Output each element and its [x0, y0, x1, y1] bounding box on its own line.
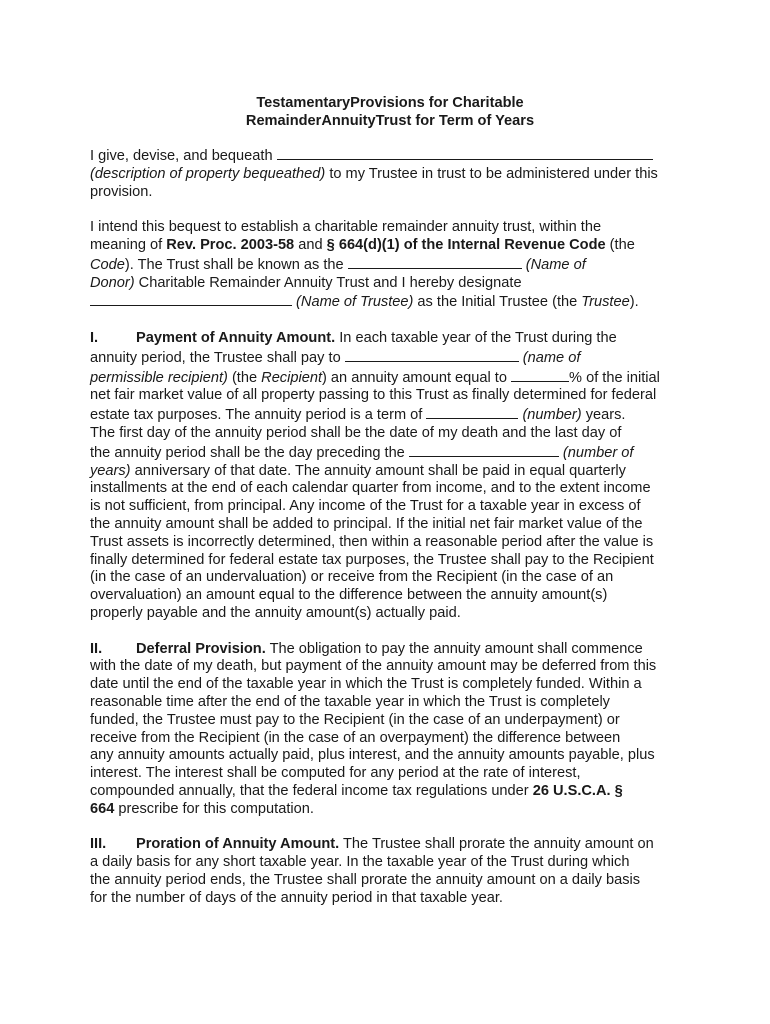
property-blank-field[interactable] — [277, 146, 653, 160]
bequest-paragraph: I give, devise, and bequeath (description of property bequeathed) to my Trustee in trust to be administered under this provision. — [90, 148, 658, 200]
trustee-name-blank-field[interactable] — [90, 292, 292, 306]
percentage-blank-field[interactable] — [511, 368, 569, 382]
section-payment-of-annuity: I. Payment of Annuity Amount. In each taxable year of the Trust during the annuity period, the Trustee shall pay to (name of permissible recipient) (the Recipient) an annuity amount equal to % of the initial net fair market value of all property passing to this Trust as finally determined for federal estate tax purposes. The annuity period is a term of (number) years. The first day of the annuity period shall be the date of my death and the last day of the annuity period shall be the day preceding the (number of years) anniversary of that date. The annuity amount shall be paid in equal quarterly installments at the end of each calendar quarter from income, and to the extent income is not sufficient, from principal. Any income of the Trust for a taxable year in excess of the annuity amount shall be added to principal. If the initial net fair market value of the Trust assets is incorrectly determined, then within a reasonable period after the value is finally determined for federal estate tax purposes, the Trustee shall pay to the Recipient (in the case of an undervaluation) or receive from the Recipient (in the case of an overvaluation) an amount equal to the difference between the annuity amount(s) properly payable and the annuity amount(s) actually paid. — [90, 329, 660, 621]
years-number-blank-field[interactable] — [409, 443, 559, 457]
term-number-blank-field[interactable] — [426, 405, 518, 419]
section-proration-of-annuity: III. Proration of Annuity Amount. The Trustee shall prorate the annuity amount on a daily basis for any short taxable year. In the taxable year of the Trust during which the annuity period ends, the Trustee shall prorate the annuity amount on a daily basis for the number of days of the annuity period in that taxable year. — [90, 836, 654, 906]
section-number: III. — [90, 836, 107, 853]
section-deferral-provision: II. Deferral Provision. The obligation to pay the annuity amount shall commence with the date of my death, but payment of the annuity amount may be deferred from this date until the end of the taxable year in which the Trust is completely funded. Within a reasonable time after the end of the taxable year in which the Trust is completely funded, the Trustee must pay to the Recipient (in the case of an underpayment) or receive from the Recipient (in the case of an overpayment) the difference between any annuity amounts actually paid, plus interest, and the annuity amounts payable, plus interest. The interest shall be computed for any period at the rate of interest, compounded annually, that the federal income tax regulations under 26 U.S.C.A. § 664 prescribe for this computation. — [90, 640, 657, 817]
title-line-2: RemainderAnnuityTrust for Term of Years — [245, 113, 535, 129]
section-number: II. — [90, 640, 103, 657]
section-number: I. — [90, 329, 99, 346]
title-line-1: TestamentaryProvisions for Charitable — [256, 95, 524, 111]
recipient-name-blank-field[interactable] — [345, 348, 519, 362]
section-heading: Proration of Annuity Amount. — [136, 836, 340, 853]
document-page — [90, 94, 690, 907]
section-heading: Payment of Annuity Amount. — [136, 329, 336, 346]
document-title — [90, 94, 690, 130]
section-heading: Deferral Provision. — [136, 640, 266, 657]
intent-paragraph: I intend this bequest to establish a charitable remainder annuity trust, within the meaning of Rev. Proc. 2003-58 and § 664(d)(1) of the Internal Revenue Code (the Code). The Trust shall be known as the (Name of Donor) Charitable Remainder Annuity Trust and I hereby designate (Name of Trustee) as the Initial Trustee (the Trustee). — [90, 219, 639, 311]
donor-name-blank-field[interactable] — [348, 255, 522, 269]
